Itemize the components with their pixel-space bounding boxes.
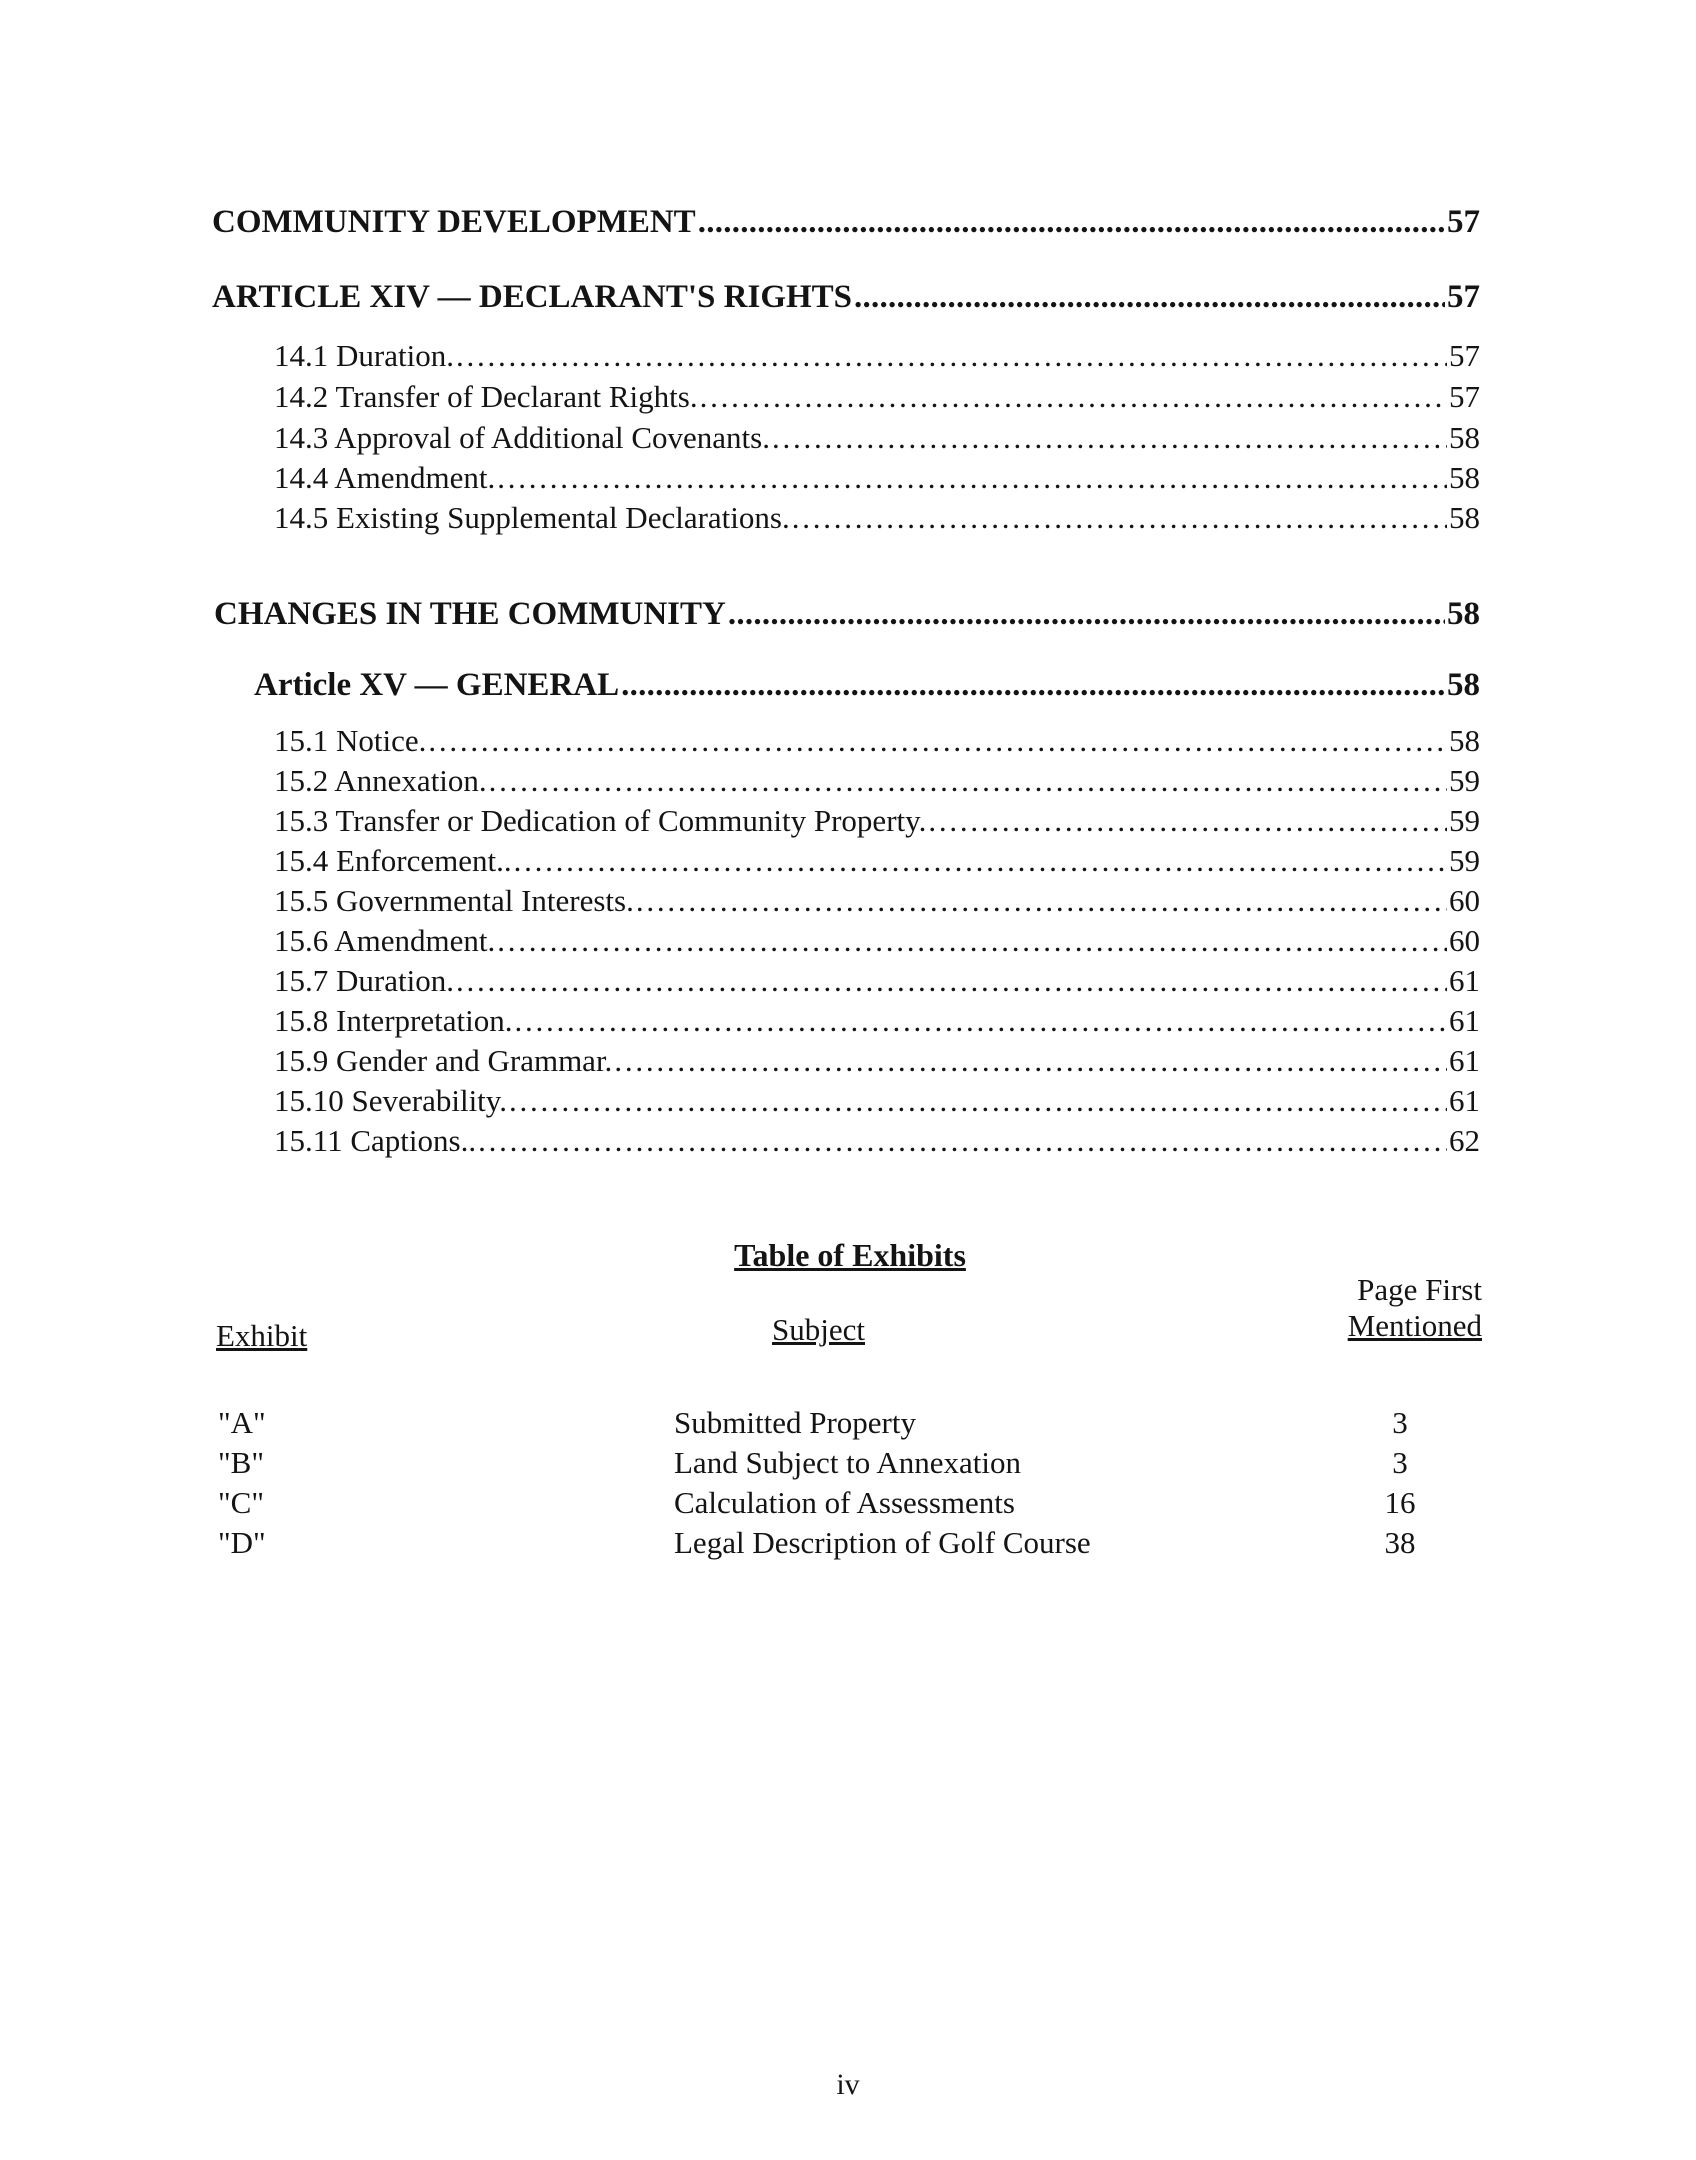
toc-heading-article-xv <box>254 667 1480 704</box>
toc-item <box>274 338 1480 374</box>
page-first-column-header <box>1320 1272 1482 1344</box>
page-first-header-line2: Mentioned <box>1347 1308 1482 1343</box>
toc-item <box>274 763 1480 799</box>
toc-page-number: 59 <box>1449 803 1480 838</box>
exhibits-table-title: Table of Exhibits <box>734 1237 966 1273</box>
toc-page-number: 58 <box>1449 723 1480 758</box>
toc-item <box>274 843 1480 879</box>
exhibit-page: 3 <box>1392 1405 1408 1440</box>
dot-leader <box>614 1043 1447 1079</box>
toc-item <box>274 963 1480 999</box>
dot-leader <box>792 500 1447 536</box>
toc-item <box>274 460 1480 496</box>
exhibit-column-header: Exhibit <box>216 1318 308 1353</box>
toc-item-label: 15.3 Transfer or Dedication of Community Property. <box>274 803 927 838</box>
toc-heading-label: CHANGES IN THE COMMUNITY <box>214 596 726 632</box>
exhibit-page: 3 <box>1392 1445 1408 1480</box>
toc-item-label: 15.9 Gender and Grammar. <box>274 1043 613 1078</box>
exhibit-letter: "C" <box>218 1485 264 1520</box>
toc-item <box>274 420 1480 456</box>
toc-page-number: 62 <box>1449 1123 1480 1158</box>
toc-heading-label: COMMUNITY DEVELOPMENT <box>212 204 696 240</box>
toc-page-number: 58 <box>1449 460 1480 495</box>
dot-leader <box>514 1003 1447 1039</box>
toc-page-number: 57 <box>1447 279 1480 315</box>
toc-item <box>274 1083 1480 1119</box>
toc-item-label: 15.7 Duration. <box>274 963 454 998</box>
page-number-footer: iv <box>836 2068 860 2101</box>
toc-heading-changes-in-community <box>214 596 1480 633</box>
toc-item <box>274 723 1480 759</box>
exhibit-letter: "B" <box>218 1445 264 1480</box>
dot-leader <box>497 923 1447 959</box>
toc-item <box>274 500 1480 536</box>
toc-item <box>274 923 1480 959</box>
toc-page-number: 57 <box>1449 379 1480 414</box>
toc-item-label: 14.3 Approval of Additional Covenants. <box>274 420 770 455</box>
toc-heading-label: Article XV — GENERAL <box>254 667 620 703</box>
dot-leader <box>456 338 1447 374</box>
toc-item-label: 15.5 Governmental Interests. <box>274 883 634 918</box>
toc-page-number: 58 <box>1447 667 1480 703</box>
dot-leader <box>514 843 1447 879</box>
toc-page-number: 57 <box>1447 204 1480 240</box>
dot-leader <box>698 204 1445 241</box>
dot-leader <box>700 379 1447 415</box>
dot-leader <box>428 723 1447 759</box>
toc-item-label: 15.4 Enforcement.. <box>274 843 512 878</box>
toc-page-number: 61 <box>1449 1083 1480 1118</box>
toc-page-number: 59 <box>1449 763 1480 798</box>
toc-heading-community-development <box>212 204 1480 241</box>
dot-leader <box>928 803 1447 839</box>
toc-item <box>274 1123 1480 1159</box>
dot-leader <box>636 883 1447 919</box>
toc-page-number: 60 <box>1449 883 1480 918</box>
exhibit-page: 16 <box>1384 1485 1416 1520</box>
exhibit-letter: "A" <box>218 1405 266 1440</box>
toc-page-number: 61 <box>1449 1043 1480 1078</box>
exhibit-subject: Calculation of Assessments <box>674 1485 1015 1520</box>
toc-item <box>274 883 1480 919</box>
toc-page-number: 60 <box>1449 923 1480 958</box>
dot-leader <box>456 963 1447 999</box>
exhibit-letter: "D" <box>218 1525 266 1560</box>
dot-leader <box>509 1083 1447 1119</box>
exhibit-page: 38 <box>1384 1525 1416 1560</box>
toc-item <box>274 1043 1480 1079</box>
toc-item-label: 15.10 Severability. <box>274 1083 508 1118</box>
toc-page-number: 61 <box>1449 1003 1480 1038</box>
toc-item-label: 15.6 Amendment. <box>274 923 496 958</box>
toc-item-label: 15.8 Interpretation. <box>274 1003 513 1038</box>
exhibit-subject: Submitted Property <box>674 1405 916 1440</box>
toc-item <box>274 379 1480 415</box>
page-first-header-line1: Page First <box>1357 1272 1482 1307</box>
toc-page-number: 57 <box>1449 338 1480 373</box>
toc-item-label: 14.2 Transfer of Declarant Rights. <box>274 379 698 414</box>
dot-leader <box>728 596 1445 633</box>
toc-item <box>274 1003 1480 1039</box>
dot-leader <box>854 279 1445 316</box>
toc-item <box>274 803 1480 839</box>
toc-item-label: 14.1 Duration. <box>274 338 454 373</box>
toc-page-number: 58 <box>1449 500 1480 535</box>
toc-item-label: 15.2 Annexation. <box>274 763 487 798</box>
toc-item-label: 15.1 Notice. <box>274 723 427 758</box>
toc-item-label: 14.5 Existing Supplemental Declarations. <box>274 500 790 535</box>
toc-item-label: 15.11 Captions.. <box>274 1123 477 1158</box>
toc-heading-label: ARTICLE XIV — DECLARANT'S RIGHTS <box>212 279 853 315</box>
toc-page-number: 61 <box>1449 963 1480 998</box>
toc-page-number: 58 <box>1449 420 1480 455</box>
exhibit-subject: Legal Description of Golf Course <box>674 1525 1091 1560</box>
toc-page-number: 59 <box>1449 843 1480 878</box>
dot-leader <box>621 667 1445 704</box>
dot-leader <box>497 460 1447 496</box>
dot-leader <box>489 763 1447 799</box>
toc-heading-article-xiv <box>212 279 1480 316</box>
toc-page-number: 58 <box>1447 596 1480 632</box>
dot-leader <box>478 1123 1447 1159</box>
subject-column-header: Subject <box>772 1312 865 1347</box>
exhibit-subject: Land Subject to Annexation <box>674 1445 1021 1480</box>
toc-item-label: 14.4 Amendment. <box>274 460 496 495</box>
dot-leader <box>772 420 1447 456</box>
